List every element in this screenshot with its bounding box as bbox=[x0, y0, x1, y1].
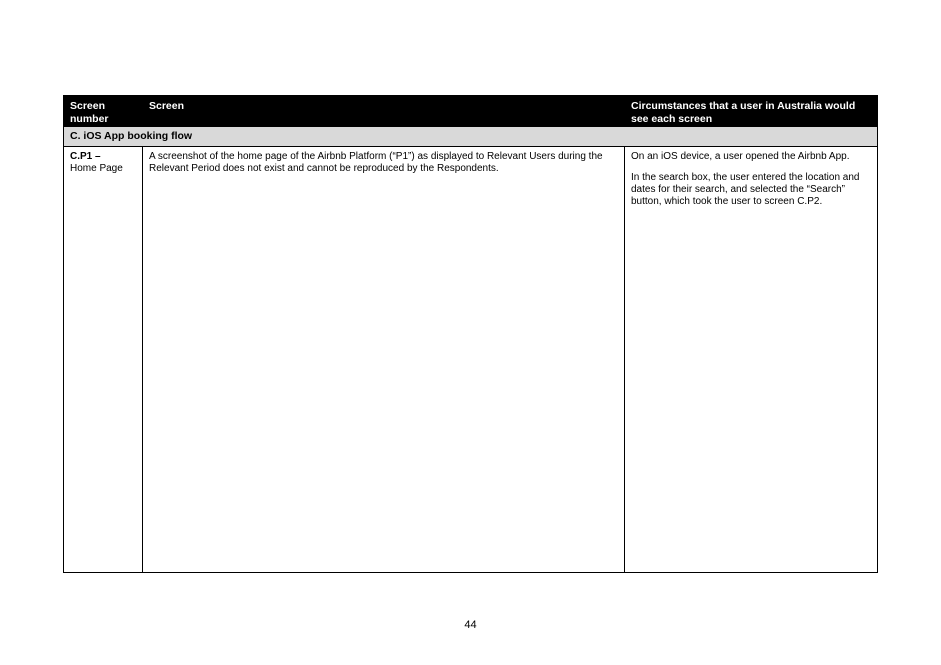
table-header-row bbox=[64, 96, 877, 127]
screen-code: C.P1 bbox=[70, 151, 93, 162]
page-number: 44 bbox=[464, 619, 477, 631]
screen-name: Home Page bbox=[70, 163, 123, 174]
screens-table bbox=[63, 95, 878, 573]
table-row bbox=[64, 147, 877, 572]
section-heading: C. iOS App booking flow bbox=[64, 127, 877, 147]
screen-description-cell bbox=[143, 147, 625, 572]
circumstances-cell bbox=[625, 147, 877, 572]
screen-number-cell bbox=[64, 147, 143, 572]
circumstances-paragraph-2: In the search box, the user entered the location and dates for their search, and selected the “Search” button, which took the user to screen C.P2. bbox=[631, 172, 860, 207]
header-screen-number: Screen number bbox=[70, 100, 109, 125]
circumstances-paragraph-1: On an iOS device, a user opened the Airbnb App. bbox=[631, 151, 850, 162]
screen-code-dash: – bbox=[92, 151, 101, 162]
header-screen: Screen bbox=[149, 100, 185, 112]
screen-description: A screenshot of the home page of the Airbnb Platform (“P1”) as displayed to Relevant Users during the Relevant Period does not exist and cannot be reproduced by the Respondents. bbox=[149, 151, 603, 174]
header-circumstances: Circumstances that a user in Australia would see each screen bbox=[631, 100, 856, 125]
